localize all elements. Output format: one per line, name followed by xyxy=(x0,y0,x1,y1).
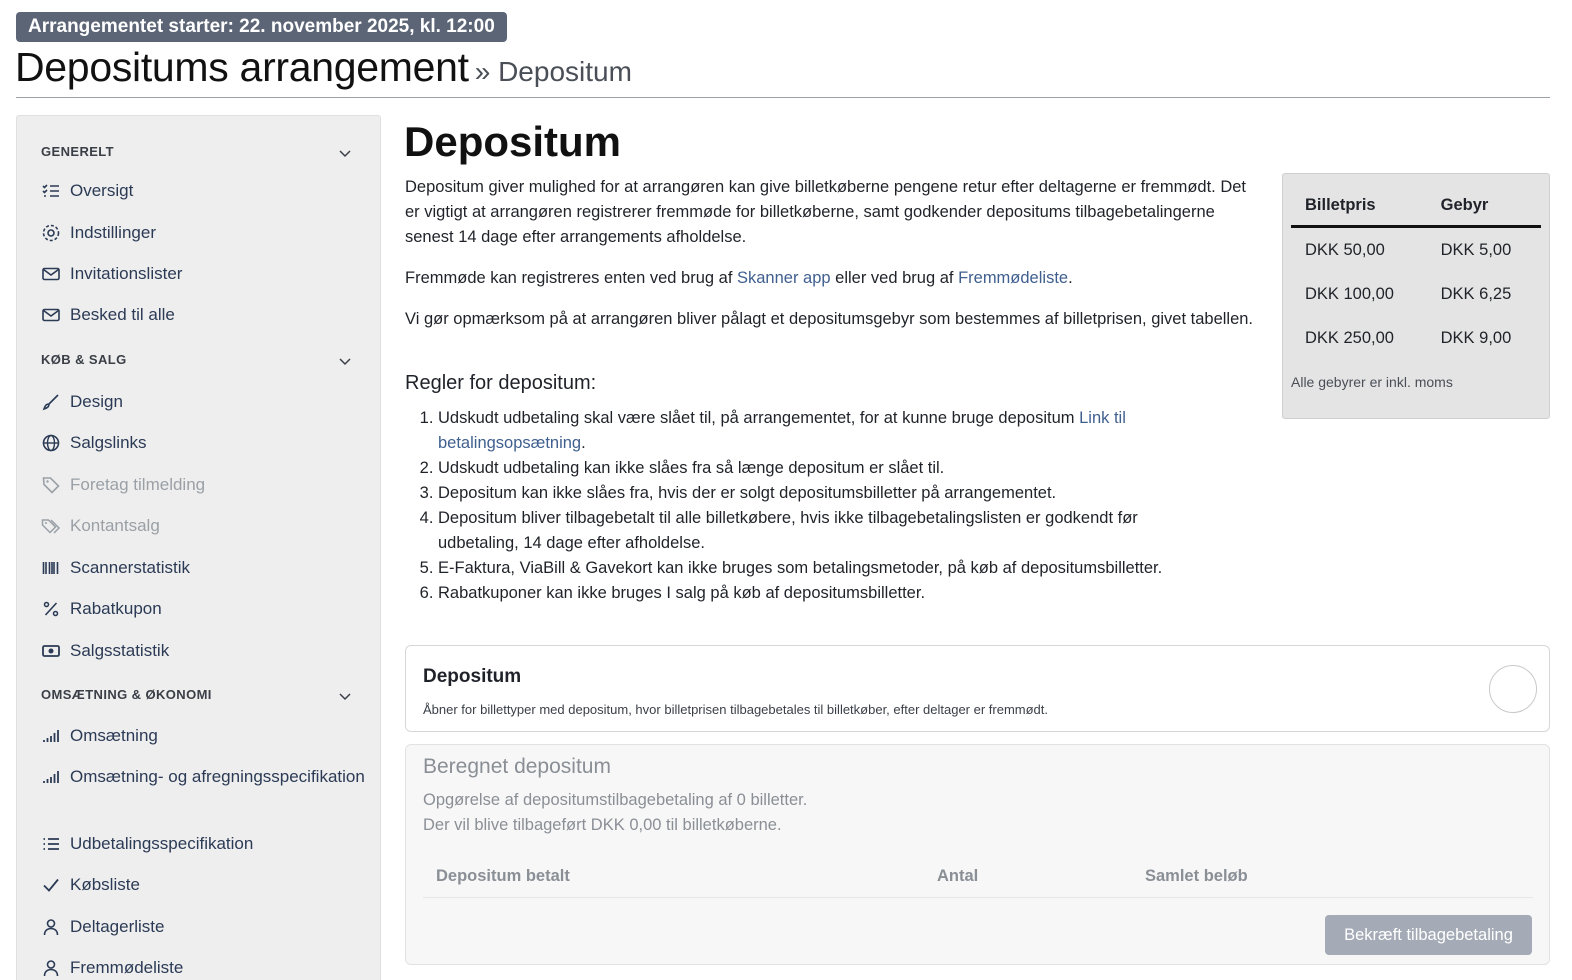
text: . xyxy=(581,434,586,452)
table-row xyxy=(1291,227,1541,273)
column-header-total-amount: Samlet beløb xyxy=(1145,867,1248,885)
bar-signal-icon xyxy=(41,767,61,787)
deposit-toggle-switch[interactable] xyxy=(1489,665,1537,713)
fee-cell: DKK 9,00 xyxy=(1440,329,1512,347)
confirm-refund-button[interactable]: Bekræft tilbagebetaling xyxy=(1325,915,1532,955)
page-subtitle: » Depositum xyxy=(474,56,632,87)
rule-item: 5. E-Faktura, ViaBill & Gavekort kan ikke bruges som betalingsmetoder, på køb af depositumsbilletter. xyxy=(438,556,1205,581)
chevron-down-icon xyxy=(338,146,352,160)
calculated-deposit-title: Beregnet depositum xyxy=(423,755,611,778)
sidebar-item-salgslinks[interactable] xyxy=(41,432,368,455)
rules-heading: Regler for depositum: xyxy=(405,372,597,394)
event-start-badge: Arrangementet starter: 22. november 2025, kl. 12:00 xyxy=(16,12,507,42)
sidebar-section-label: OMSÆTNING & ØKONOMI xyxy=(41,687,212,702)
text: eller ved brug af xyxy=(830,269,959,287)
section-title: Depositum xyxy=(404,118,622,165)
tags-icon xyxy=(41,516,61,536)
scanner-app-link[interactable]: Skanner app xyxy=(736,269,831,287)
sidebar-item-fremmoedeliste[interactable] xyxy=(41,957,368,980)
fee-cell: DKK 6,25 xyxy=(1440,285,1512,303)
rules-list xyxy=(405,406,1205,606)
money-icon xyxy=(41,641,61,661)
column-header-count: Antal xyxy=(937,867,979,885)
table-divider xyxy=(423,897,1533,898)
fee-paragraph: Vi gør opmærksom på at arrangøren bliver pålagt et depositumsgebyr som bestemmes af billetprisen, givet tabellen. xyxy=(405,310,1254,328)
intro-text xyxy=(405,175,1265,348)
table-row xyxy=(1291,316,1541,360)
chevron-down-icon xyxy=(338,689,352,703)
title-divider xyxy=(16,97,1550,98)
sidebar-item-label: Omsætning- og afregningsspecifikation xyxy=(70,767,365,786)
column-header-ticket-price: Billetpris xyxy=(1291,190,1427,227)
sidebar-item-label: Salgsstatistik xyxy=(70,641,170,660)
sidebar-item-design[interactable] xyxy=(41,391,368,414)
sidebar-item-kontantsalg xyxy=(41,515,368,538)
gear-icon xyxy=(41,223,61,243)
rule-text: Udskudt udbetaling skal være slået til, på arrangementet, for at kunne bruge depositum xyxy=(438,409,1080,427)
attendance-paragraph xyxy=(405,266,1265,291)
list-icon xyxy=(41,834,61,854)
column-header-deposit-paid: Depositum betalt xyxy=(436,867,570,885)
sidebar-item-label: Scannerstatistik xyxy=(70,558,190,577)
calculated-deposit-card xyxy=(405,744,1550,965)
fee-note: Alle gebyrer er inkl. moms xyxy=(1291,374,1453,390)
text: Fremmøde kan registreres enten ved brug af xyxy=(405,269,737,287)
envelope-icon xyxy=(41,264,61,284)
sidebar-item-label: Invitationslister xyxy=(70,264,183,283)
sidebar-item-label: Salgslinks xyxy=(70,433,147,452)
sidebar-item-koebsliste[interactable] xyxy=(41,874,368,897)
bar-signal-icon xyxy=(41,726,61,746)
fee-cell: DKK 5,00 xyxy=(1440,241,1512,259)
sidebar-section-omsaetning-oekonomi[interactable] xyxy=(41,687,356,707)
sidebar-section-generelt[interactable] xyxy=(41,144,356,164)
sidebar-item-label: Deltagerliste xyxy=(70,917,165,936)
sidebar-item-label: Oversigt xyxy=(70,181,134,200)
attendance-list-link[interactable]: Fremmødeliste xyxy=(958,269,1069,287)
sidebar-item-foretag-tilmelding xyxy=(41,474,368,497)
fee-table xyxy=(1291,190,1541,360)
sidebar-item-label: Besked til alle xyxy=(70,305,175,324)
rule-item: 4. Depositum bliver tilbagebetalt til alle billetkøbere, hvis ikke tilbagebetalingslisten er godkendt før udbetaling, 14 dage efter afholdelse. xyxy=(438,506,1205,556)
page-title: Depositums arrangement xyxy=(15,44,469,90)
sidebar-item-label: Fremmødeliste xyxy=(70,958,184,977)
sidebar-item-label: Indstillinger xyxy=(70,223,156,242)
rule-item: 2. Udskudt udbetaling kan ikke slåes fra så længe depositum er slået til. xyxy=(438,456,1205,481)
sidebar-item-indstillinger[interactable] xyxy=(41,222,368,245)
envelope-icon xyxy=(41,305,61,325)
deposit-toggle-card xyxy=(405,645,1550,732)
percent-icon xyxy=(41,599,61,619)
sidebar-item-oversigt[interactable] xyxy=(41,180,368,203)
chevron-down-icon xyxy=(338,354,352,368)
page-title-row xyxy=(15,44,632,91)
table-header-row xyxy=(1291,190,1541,227)
sidebar-item-scannerstatistik[interactable] xyxy=(41,557,368,580)
table-row xyxy=(1291,272,1541,316)
check-icon xyxy=(41,875,61,895)
rule-item: 6. Rabatkuponer kan ikke bruges I salg på køb af depositumsbilletter. xyxy=(438,581,1205,606)
user-icon xyxy=(41,958,61,978)
sidebar-section-koeb-salg[interactable] xyxy=(41,352,356,372)
sidebar-item-invitationslister[interactable] xyxy=(41,263,368,286)
fee-table-panel xyxy=(1282,173,1550,419)
calculated-deposit-refund-amount: Der vil blive tilbageført DKK 0,00 til billetkøberne. xyxy=(423,816,782,834)
brush-icon xyxy=(41,392,61,412)
intro-paragraph: Depositum giver mulighed for at arrangøren kan give billetkøberne pengene retur efter deltagerne er fremmødt. Det er vigtigt at arrangøren registrerer fremmøde for billetkøberne, samt godkender depositums tilbagebetalingerne senest 14 dage efter arrangements afholdelse. xyxy=(405,178,1247,246)
text: . xyxy=(1068,269,1073,287)
sidebar-item-omsaetning-afregningsspecifikation[interactable] xyxy=(41,766,368,789)
sidebar-item-label: Omsætning xyxy=(70,726,158,745)
ticket-price-cell: DKK 100,00 xyxy=(1305,285,1394,303)
deposit-toggle-title: Depositum xyxy=(423,666,522,687)
globe-icon xyxy=(41,433,61,453)
rule-item xyxy=(438,406,1205,456)
tag-icon xyxy=(41,475,61,495)
sidebar-section-label: KØB & SALG xyxy=(41,352,127,367)
sidebar-item-label: Rabatkupon xyxy=(70,599,162,618)
sidebar-item-label: Udbetalingsspecifikation xyxy=(70,834,254,853)
sidebar-item-label: Design xyxy=(70,392,123,411)
deposit-toggle-description: Åbner for billettyper med depositum, hvor billetprisen tilbagebetales til billetkøber, efter deltager er fremmødt. xyxy=(423,702,1049,717)
calculated-deposit-summary: Opgørelse af depositumstilbagebetaling af 0 billetter. xyxy=(423,791,808,809)
sidebar-item-besked-til-alle[interactable] xyxy=(41,304,368,327)
column-header-fee: Gebyr xyxy=(1427,190,1541,227)
sidebar-item-salgsstatistik[interactable] xyxy=(41,640,368,663)
barcode-icon xyxy=(41,558,61,578)
sidebar-item-omsaetning[interactable] xyxy=(41,725,368,748)
sidebar-item-deltagerliste[interactable] xyxy=(41,916,368,939)
payment-setup-link[interactable]: Link til betalingsopsætning xyxy=(438,409,1126,452)
sidebar xyxy=(16,115,381,980)
sidebar-item-udbetalingsspecifikation[interactable] xyxy=(41,833,368,856)
ticket-price-cell: DKK 250,00 xyxy=(1305,329,1394,347)
sidebar-item-label: Kontantsalg xyxy=(70,516,160,535)
ticket-price-cell: DKK 50,00 xyxy=(1305,241,1385,259)
sidebar-item-rabatkupon[interactable] xyxy=(41,598,368,621)
user-icon xyxy=(41,917,61,937)
rule-item: 3. Depositum kan ikke slåes fra, hvis der er solgt depositumsbilletter på arrangementet. xyxy=(438,481,1205,506)
list-check-icon xyxy=(41,181,61,201)
sidebar-item-label: Foretag tilmelding xyxy=(70,475,206,494)
sidebar-item-label: Købsliste xyxy=(70,875,140,894)
sidebar-section-label: GENERELT xyxy=(41,144,115,159)
